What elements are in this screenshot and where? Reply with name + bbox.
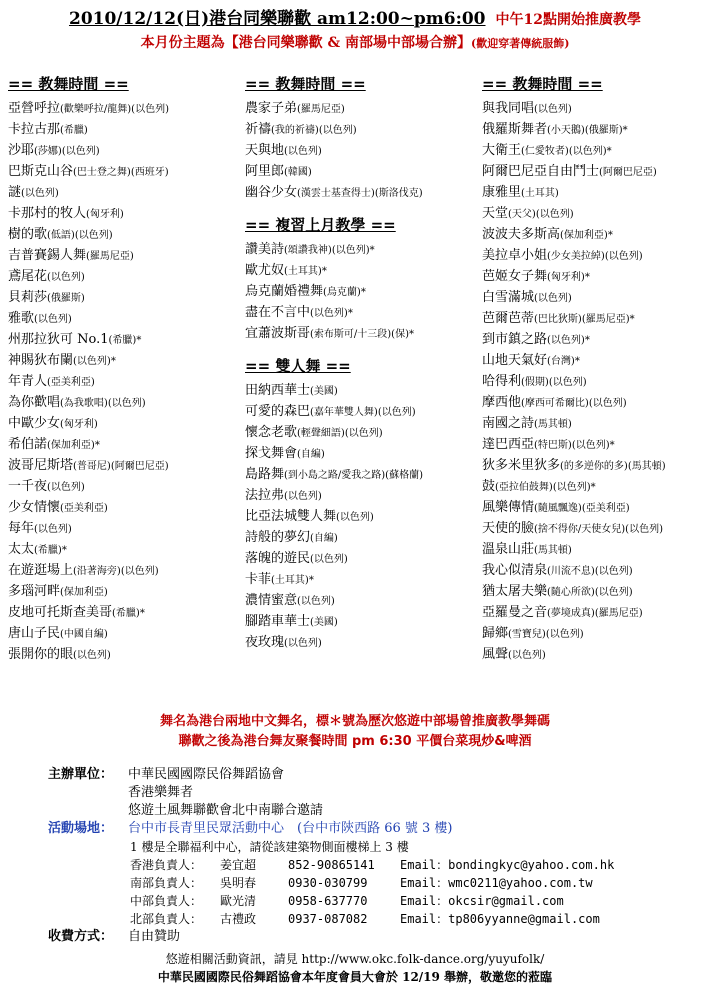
dance-origin: (以色列): [284, 491, 322, 502]
dance-origin: (嘉年華雙人舞)(以色列): [310, 407, 416, 418]
dance-name: 南國之詩: [482, 416, 535, 431]
dance-origin: (隨風飄逸)(亞美利亞): [534, 503, 630, 514]
dance-name: 唐山子民: [8, 626, 61, 641]
dance-item: [482, 602, 707, 623]
dance-item: [245, 401, 480, 422]
dance-item: [8, 308, 238, 329]
dance-origin: (巴比狄斯)(羅馬尼亞)*: [534, 314, 635, 325]
dance-name: 田納西華士: [245, 383, 311, 398]
dance-item: [482, 224, 707, 245]
dance-name: 烏克蘭婚禮舞: [245, 284, 324, 299]
dance-name: 摩西他: [482, 395, 522, 410]
dance-origin: (頌讚我神)(以色列)*: [284, 245, 375, 256]
contact-list: [48, 856, 698, 928]
dance-name: 鼓: [482, 479, 496, 494]
section-heading: == 複習上月教學 ==: [245, 216, 396, 234]
event-subtitle-note: (歡迎穿著傳統服飾): [470, 37, 570, 50]
dance-origin: (夢境成真)(羅馬尼亞): [547, 608, 643, 619]
contact-phone: 852-90865141: [288, 858, 375, 872]
dance-name: 祈禱: [245, 122, 272, 137]
dance-item: [8, 140, 238, 161]
dance-origin: (為我歌唱)(以色列): [60, 398, 146, 409]
dance-item: [8, 287, 238, 308]
dance-item: [8, 476, 238, 497]
dance-origin: (馬其頓): [534, 419, 572, 430]
event-title: 2010/12/12(日)港台同樂聯歡 am12:00~pm6:00: [68, 9, 486, 29]
dance-item: [482, 98, 707, 119]
dance-origin: (希臘)*: [34, 545, 67, 556]
dance-name: 美拉卓小姐: [482, 248, 548, 263]
dance-origin: (土耳其)*: [284, 266, 327, 277]
dance-name: 在遊逛場上: [8, 563, 74, 578]
dance-item: [8, 245, 238, 266]
dance-item: [482, 518, 707, 539]
dance-item: [8, 329, 238, 350]
dance-name: 盡在不言中: [245, 305, 311, 320]
dance-name: 哈得利: [482, 374, 522, 389]
contact-phone: 0958-637770: [288, 894, 368, 908]
contact-name: 古禮政: [220, 912, 257, 926]
dance-item: [8, 119, 238, 140]
dance-item: [8, 602, 238, 623]
dance-origin: (羅馬尼亞): [297, 104, 345, 115]
dance-name: 皮地可托斯查美哥: [8, 605, 113, 620]
dance-item: [8, 539, 238, 560]
dance-name: 歸鄉: [482, 626, 509, 641]
section-heading: == 教舞時間 ==: [245, 75, 366, 93]
dance-name: 沙耶: [8, 143, 35, 158]
dance-name: 達巴西亞: [482, 437, 535, 452]
dance-item: [482, 539, 707, 560]
organizer-2: 香港樂舞者: [128, 785, 194, 800]
dance-item: [482, 245, 707, 266]
dance-item: [8, 518, 238, 539]
fee-label: 收費方式：: [48, 929, 114, 944]
contact-row: [48, 892, 698, 910]
dance-item: [245, 140, 480, 161]
dance-name: 年青人: [8, 374, 48, 389]
dance-origin: (俄羅斯): [47, 293, 85, 304]
dance-item: [245, 527, 480, 548]
dance-origin: (以色列): [534, 293, 572, 304]
dance-item: [482, 287, 707, 308]
dance-origin: (歡樂呼拉/龍舞)(以色列): [60, 104, 169, 115]
dance-origin: (以色列): [47, 482, 85, 493]
dance-item: [482, 413, 707, 434]
dance-name: 樹的歌: [8, 227, 48, 242]
dance-origin: (以色列): [284, 638, 322, 649]
dance-name: 落魄的遊民: [245, 551, 311, 566]
dance-name: 鳶尾花: [8, 269, 48, 284]
dance-name: 山地天氣好: [482, 353, 548, 368]
dance-name: 俄羅斯舞者: [482, 122, 548, 137]
dance-origin: (以色列): [21, 188, 59, 199]
dance-name: 風聲: [482, 647, 509, 662]
venue-note: 1 樓是全聯福利中心，請從該建築物側面樓梯上 3 樓: [130, 840, 409, 854]
dance-name: 波哥尼斯塔: [8, 458, 74, 473]
dance-origin: (希臘): [60, 125, 88, 136]
dance-name: 中歐少女: [8, 416, 61, 431]
dance-origin: (低語)(以色列): [47, 230, 113, 241]
dance-item: [245, 161, 480, 182]
dance-origin: (美國): [310, 386, 338, 397]
dance-name: 亞羅曼之音: [482, 605, 548, 620]
dance-origin: (特巴斯)(以色列)*: [534, 440, 615, 451]
dance-origin: (土耳其): [521, 188, 559, 199]
website-link[interactable]: 悠遊相關活動資訊，請見 http://www.okc.folk-dance.org/yuyufolk/: [165, 952, 545, 966]
dance-item: [482, 182, 707, 203]
dance-item: [245, 281, 480, 302]
dance-origin: (以色列)*: [73, 356, 116, 367]
dance-origin: (以色列): [284, 146, 322, 157]
dance-item: [245, 632, 480, 653]
dance-origin: (的多逆你的多)(馬其頓): [560, 461, 666, 472]
venue-row: [48, 820, 698, 838]
dance-name-note: 舞名為港台兩地中文舞名，標＊號為歷次悠遊中部場曾推廣教學舞碼: [159, 714, 550, 729]
member-meeting-note: 中華民國國際民俗舞蹈協會本年度會員大會於 12/19 舉辦，敬邀您的蒞臨: [157, 970, 553, 984]
organizer-row-3: [48, 802, 698, 820]
organizer-1: 中華民國國際民俗舞蹈協會: [128, 767, 285, 782]
contact-email[interactable]: Email：bondingkyc@yahoo.com.hk: [400, 858, 615, 872]
dance-name: 太太: [8, 542, 35, 557]
dance-origin: (以色列)*: [310, 308, 353, 319]
event-subtitle: 本月份主題為【港台同樂聯歡 & 南部場中部場合辦】: [140, 35, 471, 51]
dance-item: [8, 161, 238, 182]
contact-email[interactable]: Email：okcsir@gmail.com: [400, 894, 564, 908]
dance-origin: (以色列): [534, 104, 572, 115]
dance-origin: (以色列): [508, 650, 546, 661]
dance-origin: (以色列): [34, 314, 72, 325]
dance-origin: (亞美利亞): [47, 377, 95, 388]
dance-origin: (匈牙利)*: [547, 272, 590, 283]
dance-item: [482, 560, 707, 581]
contact-row: [48, 910, 698, 928]
organizer-3: 悠遊土風舞聯歡會北中南聯合邀請: [128, 803, 324, 818]
contact-role: 北部負責人：: [130, 912, 203, 926]
dance-name: 懷念老歌: [245, 425, 298, 440]
dance-name: 州那拉狄可 No.1: [8, 332, 109, 347]
venue: 台中市長青里民眾活動中心 (台中市陝西路 66 號 3 樓): [128, 821, 453, 836]
dance-name: 阿爾巴尼亞自由鬥士: [482, 164, 600, 179]
dance-origin: (雪寶兒)(以色列): [508, 629, 584, 640]
dance-name: 吉普賽錫人舞: [8, 248, 87, 263]
section-gap: [245, 344, 480, 354]
dance-name: 法拉弗: [245, 488, 285, 503]
contact-row: [48, 856, 698, 874]
event-info: [48, 766, 698, 946]
dance-origin: (莎娜)(以色列): [34, 146, 100, 157]
dance-name: 芭姬女子舞: [482, 269, 548, 284]
dance-column-3: [482, 72, 707, 665]
fee: 自由贊助: [128, 929, 181, 944]
dance-item: [8, 203, 238, 224]
flyer-header: [0, 8, 710, 54]
dance-name: 每年: [8, 521, 35, 536]
dance-origin: (天父)(以色列): [508, 209, 574, 220]
contact-phone: 0937-087082: [288, 912, 368, 926]
dance-name: 謎: [8, 185, 22, 200]
dance-name: 與我同唱: [482, 101, 535, 116]
dance-item: [245, 464, 480, 485]
dance-item: [8, 434, 238, 455]
dance-item: [245, 239, 480, 260]
dance-name: 阿里郎: [245, 164, 285, 179]
dance-origin: (巴士登之舞)(西班牙): [73, 167, 169, 178]
footer: [0, 950, 710, 986]
dance-name: 少女情懷: [8, 500, 61, 515]
dance-name: 神賜狄布闌: [8, 353, 74, 368]
dance-name: 多瑙河畔: [8, 584, 61, 599]
contact-name: 吳明春: [220, 876, 257, 890]
dance-origin: (假期)(以色列): [521, 377, 587, 388]
section-gap: [245, 203, 480, 213]
dance-item: [245, 302, 480, 323]
dance-name: 卡菲: [245, 572, 272, 587]
dance-item: [482, 455, 707, 476]
dance-item: [8, 98, 238, 119]
dance-origin: (到小島之路/愛我之路)(蘇格蘭): [284, 470, 423, 481]
dance-item: [245, 380, 480, 401]
dance-item: [482, 623, 707, 644]
dance-name: 亞營呼拉: [8, 101, 61, 116]
dance-origin: (索布斯可/十三段)(保)*: [310, 329, 414, 340]
dance-name: 巴斯克山谷: [8, 164, 74, 179]
dance-name: 大衛王: [482, 143, 522, 158]
dance-item: [8, 266, 238, 287]
dance-origin: (隨心所欲)(以色列): [547, 587, 633, 598]
dance-item: [245, 323, 480, 344]
dance-origin: (仁愛牧者)(以色列)*: [521, 146, 612, 157]
contact-role: 南部負責人：: [130, 876, 203, 890]
contact-name: 姜宜超: [220, 858, 257, 872]
dance-origin: (保加利亞)*: [47, 440, 100, 451]
dance-origin: (希臘)*: [108, 335, 142, 346]
dance-origin: (中國自編): [60, 629, 108, 640]
dance-item: [8, 560, 238, 581]
dance-name: 天與地: [245, 143, 285, 158]
dance-origin: (摩西可希爾比)(以色列): [521, 398, 627, 409]
dance-item: [482, 329, 707, 350]
dance-column-2: [245, 72, 480, 653]
dance-item: [8, 581, 238, 602]
dance-origin: (普哥尼)(阿爾巴尼亞): [73, 461, 169, 472]
organizer-row-2: [48, 784, 698, 802]
dance-item: [8, 455, 238, 476]
dance-item: [482, 644, 707, 665]
dance-item: [482, 308, 707, 329]
dance-item: [245, 260, 480, 281]
dance-origin: (輕聲細語)(以色列): [297, 428, 383, 439]
contact-name: 歐光清: [220, 894, 257, 908]
dance-name: 幽谷少女: [245, 185, 298, 200]
dance-name: 溫泉山莊: [482, 542, 535, 557]
dance-item: [8, 644, 238, 665]
dance-item: [8, 182, 238, 203]
dance-item: [245, 119, 480, 140]
dance-name: 白雪滿城: [482, 290, 535, 305]
dance-name: 可愛的森巴: [245, 404, 311, 419]
fee-row: [48, 928, 698, 946]
dance-item: [245, 182, 480, 203]
dance-item: [482, 203, 707, 224]
dance-item: [8, 224, 238, 245]
dance-origin: (自編): [310, 533, 338, 544]
dance-item: [245, 485, 480, 506]
dance-item: [482, 392, 707, 413]
contact-row: [48, 874, 698, 892]
dance-origin: (土耳其)*: [271, 575, 314, 586]
dance-item: [482, 371, 707, 392]
dance-item: [245, 569, 480, 590]
dance-name: 卡拉古那: [8, 122, 61, 137]
organizer-row: [48, 766, 698, 784]
dance-origin: (烏克蘭)*: [323, 287, 366, 298]
dance-origin: (匈牙利): [60, 419, 98, 430]
dance-origin: (以色列)*: [547, 335, 590, 346]
dance-name: 宜蕭波斯哥: [245, 326, 311, 341]
dance-item: [8, 392, 238, 413]
contact-email[interactable]: Email：tp806yyanne@gmail.com: [400, 912, 600, 926]
title-line: [0, 8, 710, 31]
dance-origin: (阿爾巴尼亞): [599, 167, 657, 178]
dance-name: 貝莉莎: [8, 290, 48, 305]
dance-item: [8, 350, 238, 371]
dance-name: 我心似清泉: [482, 563, 548, 578]
dance-origin: (捨不得你/天使女兒)(以色列): [534, 524, 663, 535]
event-title-note: 中午12點開始推廣教學: [495, 12, 641, 28]
dance-name: 濃情蜜意: [245, 593, 298, 608]
dance-name: 歐尤奴: [245, 263, 285, 278]
dance-origin: (漢雲士基查得士)(斯洛伐克): [297, 188, 423, 199]
dance-name: 天堂: [482, 206, 509, 221]
dance-origin: (希臘)*: [112, 608, 145, 619]
venue-label: 活動場地：: [48, 821, 114, 836]
dance-item: [245, 590, 480, 611]
dance-origin: (羅馬尼亞): [86, 251, 134, 262]
dance-origin: (以色列): [34, 524, 72, 535]
dance-origin: (亞美利亞): [60, 503, 108, 514]
dance-origin: (自編): [297, 449, 325, 460]
dance-name: 讚美詩: [245, 242, 285, 257]
dance-origin: (以色列): [297, 596, 335, 607]
dance-name: 張開你的眼: [8, 647, 74, 662]
dance-name: 夜玫瑰: [245, 635, 285, 650]
dance-origin: (我的祈禱)(以色列): [271, 125, 357, 136]
dance-name: 島路舞: [245, 467, 285, 482]
organizer-label: 主辦單位：: [48, 767, 114, 782]
dance-item: [8, 623, 238, 644]
dance-origin: (美國): [310, 617, 338, 628]
dance-item: [482, 581, 707, 602]
dance-item: [482, 476, 707, 497]
section-heading: == 雙人舞 ==: [245, 357, 351, 375]
dance-item: [8, 497, 238, 518]
dance-item: [482, 497, 707, 518]
section-heading: == 教舞時間 ==: [482, 75, 603, 93]
dance-item: [482, 119, 707, 140]
dance-item: [482, 161, 707, 182]
section-heading: == 教舞時間 ==: [8, 75, 129, 93]
dance-name: 芭爾芭蒂: [482, 311, 535, 326]
contact-role: 中部負責人：: [130, 894, 203, 908]
dance-item: [245, 506, 480, 527]
dance-name: 猶太屠夫樂: [482, 584, 548, 599]
dance-name: 希伯諾: [8, 437, 48, 452]
dance-item: [482, 350, 707, 371]
dance-origin: (以色列): [47, 272, 85, 283]
dance-name: 天使的臉: [482, 521, 535, 536]
dance-item: [245, 422, 480, 443]
dance-name: 到市鎮之路: [482, 332, 548, 347]
dance-origin: (小天鵝)(俄羅斯)*: [547, 125, 628, 136]
dance-origin: (川流不息)(以色列): [547, 566, 633, 577]
dance-origin: (以色列): [336, 512, 374, 523]
dance-name: 詩般的夢幻: [245, 530, 311, 545]
dance-item: [8, 371, 238, 392]
dance-name: 探戈舞會: [245, 446, 298, 461]
event-subtitle-line: [0, 33, 710, 54]
dance-column-1: [8, 72, 238, 665]
dance-origin: (亞拉伯鼓舞)(以色列)*: [495, 482, 596, 493]
dance-item: [482, 140, 707, 161]
dance-origin: (沿著海旁)(以色列): [73, 566, 159, 577]
contact-role: 香港負責人：: [130, 858, 203, 872]
dance-item: [245, 611, 480, 632]
dance-name: 狄多米里狄多: [482, 458, 561, 473]
dance-item: [245, 548, 480, 569]
dance-name: 為你歡唱: [8, 395, 61, 410]
dance-item: [245, 443, 480, 464]
dance-name: 波波夫多斯高: [482, 227, 561, 242]
dance-name: 雅歌: [8, 311, 35, 326]
dance-origin: (保加利亞)*: [560, 230, 613, 241]
dance-origin: (台灣)*: [547, 356, 580, 367]
dinner-note: 聯歡之後為港台舞友聚餐時間 pm 6:30 平價台菜現炒&啤酒: [178, 734, 532, 749]
dance-name: 腳踏車華士: [245, 614, 311, 629]
dance-origin: (少女美拉綽)(以色列): [547, 251, 643, 262]
dance-origin: (韓國): [284, 167, 312, 178]
dance-name: 風樂傳情: [482, 500, 535, 515]
dance-item: [482, 434, 707, 455]
contact-phone: 0930-030799: [288, 876, 368, 890]
dance-item: [245, 98, 480, 119]
dance-name: 比亞法城雙人舞: [245, 509, 337, 524]
dance-item: [482, 266, 707, 287]
dance-origin: (以色列): [73, 650, 111, 661]
dance-origin: (以色列): [310, 554, 348, 565]
dance-item: [8, 413, 238, 434]
notes: [0, 712, 710, 752]
dance-origin: (匈牙利): [86, 209, 124, 220]
dance-origin: (保加利亞): [60, 587, 108, 598]
contact-email[interactable]: Email：wmc0211@yahoo.com.tw: [400, 876, 593, 890]
dance-name: 卡那村的牧人: [8, 206, 87, 221]
dance-name: 農家子弟: [245, 101, 298, 116]
dance-origin: (馬其頓): [534, 545, 572, 556]
dance-name: 一千夜: [8, 479, 48, 494]
dance-name: 康雅里: [482, 185, 522, 200]
